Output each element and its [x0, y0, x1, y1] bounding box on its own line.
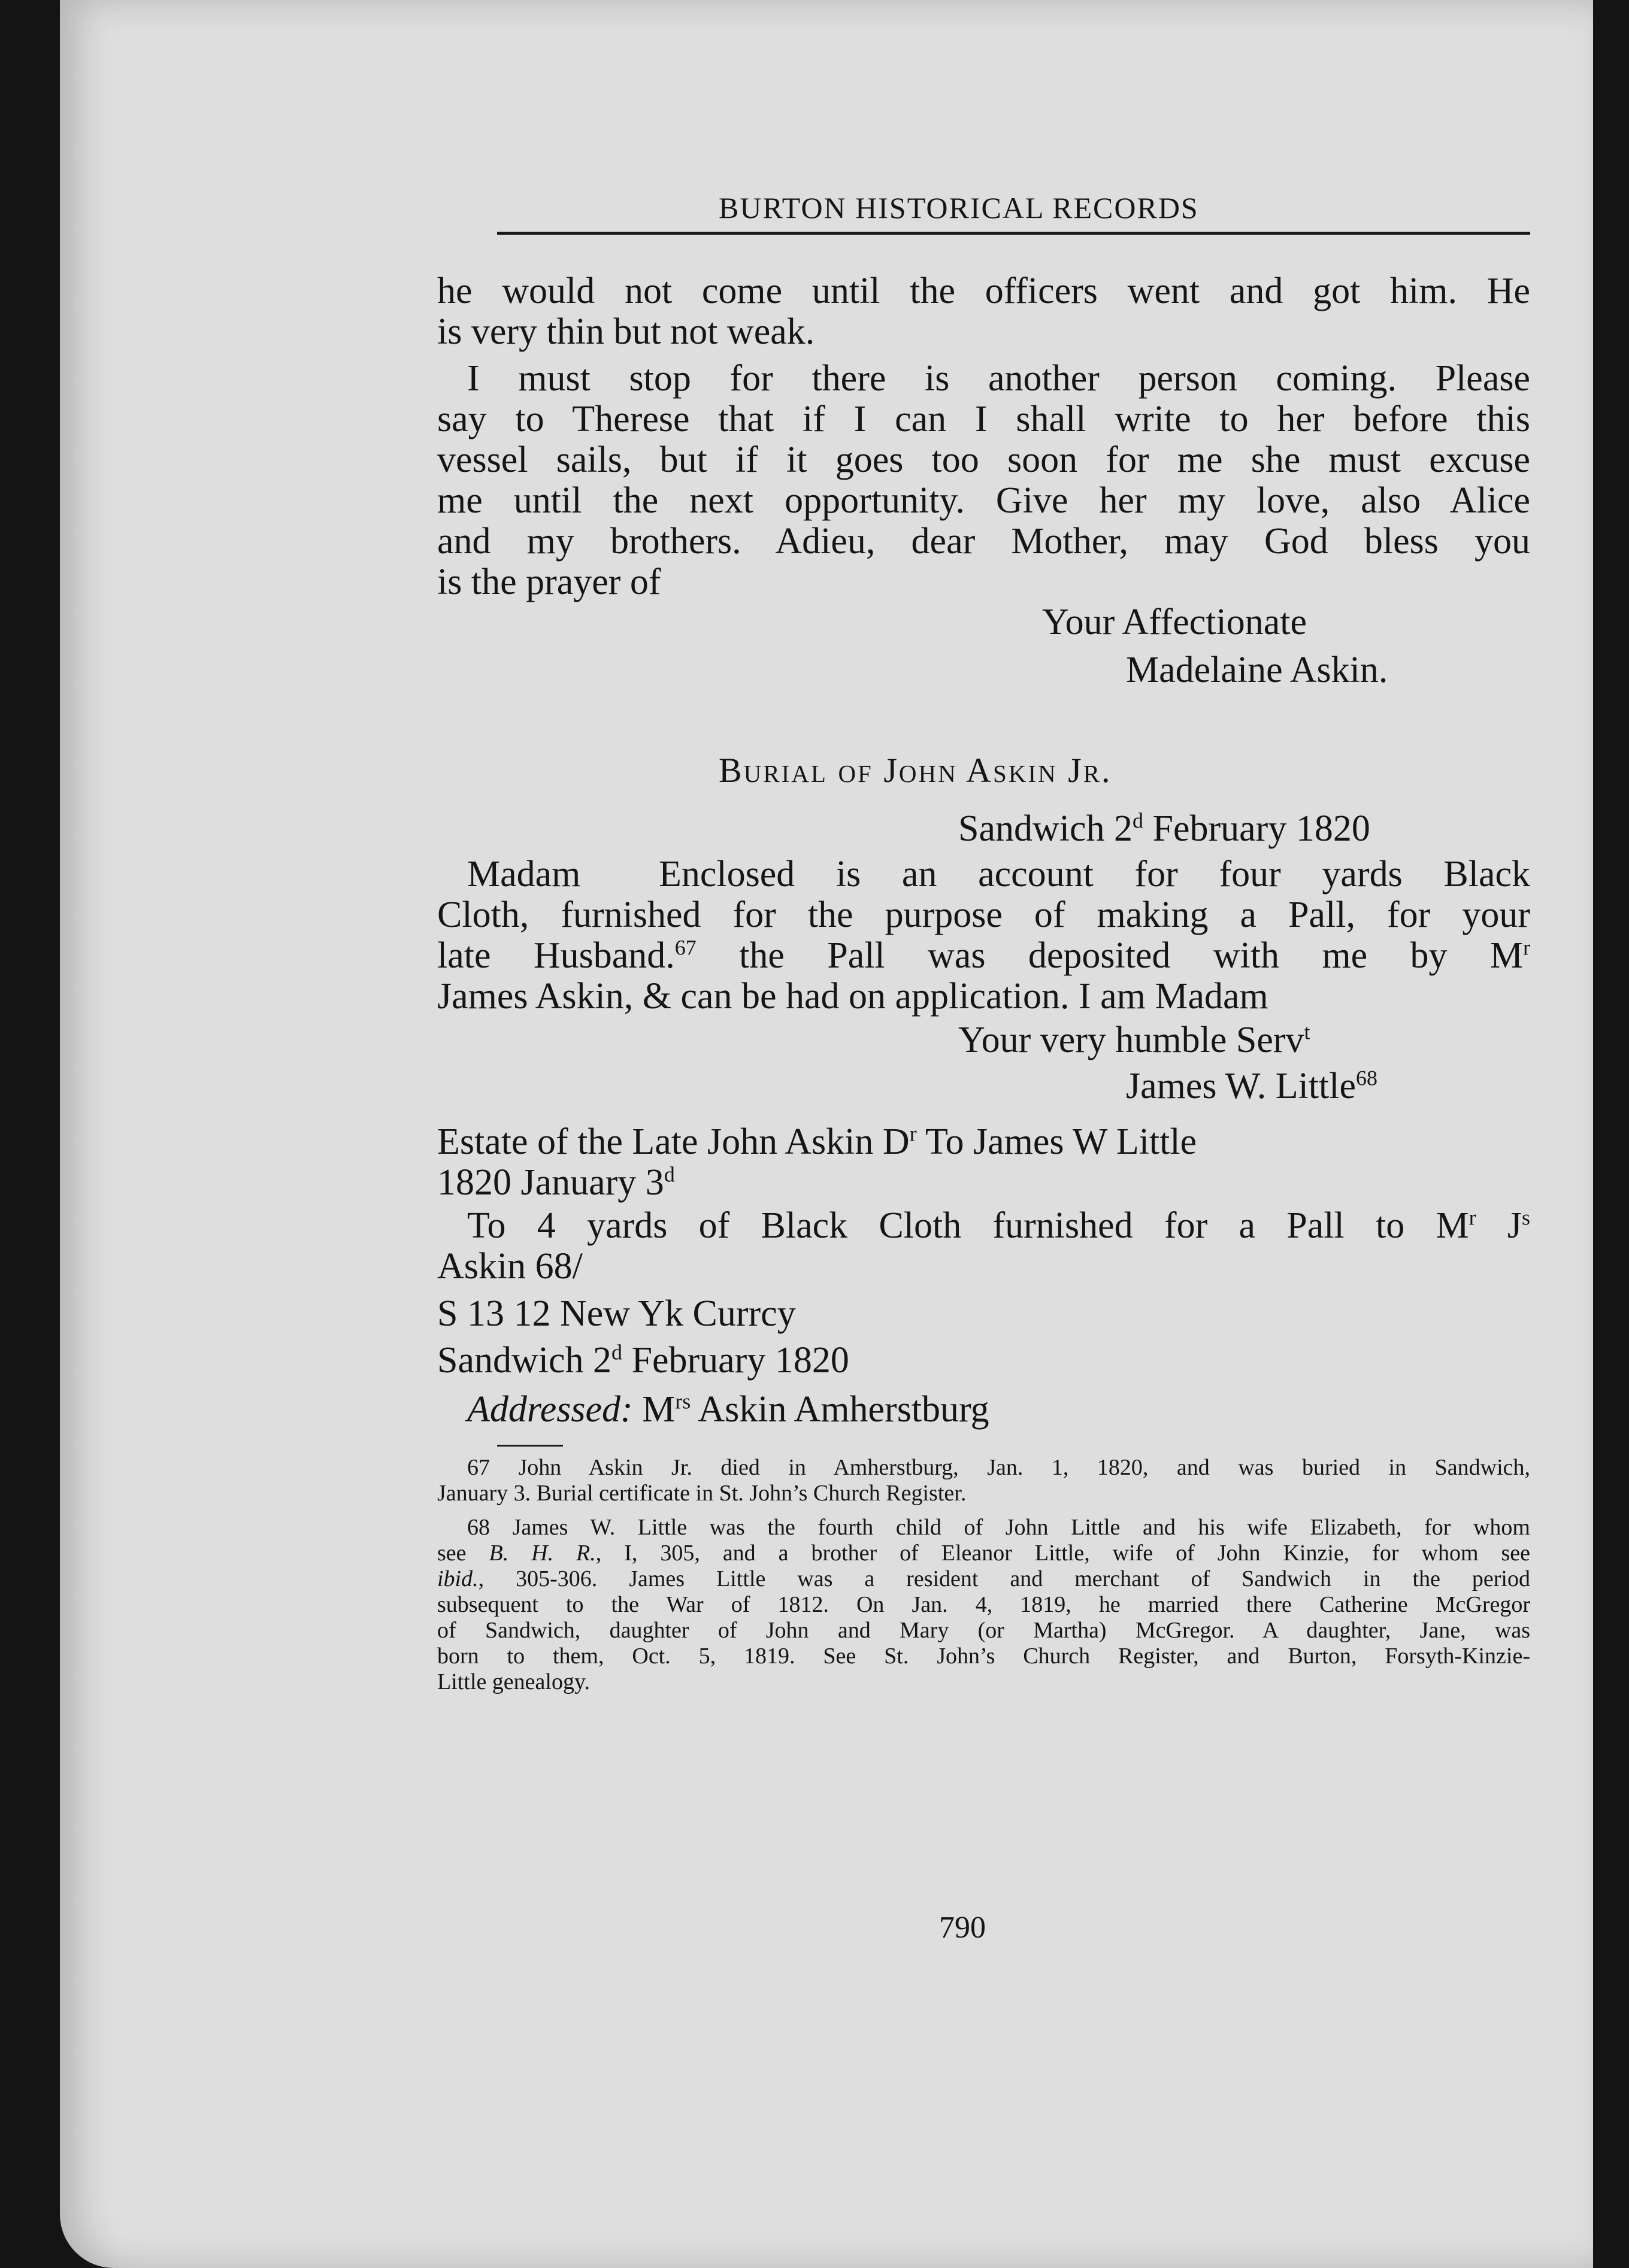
header-rule — [497, 232, 1530, 235]
letter1-line-8: is the prayer of — [437, 562, 661, 602]
letter1-line-4: say to Therese that if I can I shall write to her before this — [437, 399, 1530, 439]
footnote-68-line-1: 68 James W. Little was the fourth child of John Little and his wife Elizabeth, for whom — [467, 1515, 1530, 1540]
footnote-68-line-5: of Sandwich, daughter of John and Mary (or Martha) McGregor. A daughter, Jane, was — [437, 1618, 1530, 1643]
letter2-line-1: Enclosed is an account for four yards Black — [659, 854, 1530, 895]
letter2-dateline: Sandwich 2$^d$ February 1820 — [958, 808, 1370, 849]
account-line-4: Askin 68/ — [437, 1246, 583, 1287]
letter1-line-7: and my brothers. Adieu, dear Mother, may God bless you — [437, 521, 1530, 562]
footnote-68-line-7: Little genealogy. — [437, 1669, 590, 1694]
footnote-68-line-2: see B. H. R., I, 305, and a brother of Eleanor Little, wife of John Kinzie, for whom see — [437, 1541, 1530, 1566]
section-title: Burial of John Askin Jr. — [719, 751, 1112, 790]
footnote-67-line-2: January 3. Burial certificate in St. John’s Church Register. — [437, 1481, 967, 1506]
letter2-signature: James W. Little$^{68}$ — [1126, 1066, 1377, 1106]
account-line-1: Estate of the Late John Askin $D^r$ To James W Little — [437, 1121, 1197, 1162]
footnote-rule — [497, 1445, 563, 1447]
letter2-line-2: Cloth, furnished for the purpose of making a Pall, for your — [437, 895, 1530, 935]
footnote-68-line-3: ibid., 305-306. James Little was a resident and merchant of Sandwich in the period — [437, 1566, 1530, 1591]
footnote-ref-68: 68 — [1356, 1066, 1377, 1090]
letter1-line-5: vessel sails, but if it goes too soon for me she must excuse — [437, 439, 1530, 480]
account-address: Addressed: $M^{rs}$ Askin Amherstburg — [467, 1389, 989, 1430]
footnote-68-line-4: subsequent to the War of 1812. On Jan. 4, 1819, he married there Catherine McGregor — [437, 1592, 1530, 1617]
running-head: BURTON HISTORICAL RECORDS — [719, 191, 1199, 225]
letter1-closing: Your Affectionate — [1042, 602, 1307, 642]
letter2-line-4: James Askin, & can be had on application. I am Madam — [437, 976, 1268, 1017]
letter1-signature: Madelaine Askin. — [1126, 650, 1388, 690]
footnote-ref-67: 67 — [674, 935, 697, 960]
page-number: 790 — [939, 1911, 986, 1945]
letter1-line-2: is very thin but not weak. — [437, 311, 815, 352]
account-line-6: Sandwich 2$^d$ February 1820 — [437, 1340, 849, 1381]
account-line-5: S 13 12 New Yk Currcy — [437, 1293, 796, 1334]
letter1-line-1: he would not come until the officers went and got him. He — [437, 271, 1530, 311]
letter1-line-3: I must stop for there is another person coming. Please — [467, 358, 1530, 399]
footnote-68-line-6: born to them, Oct. 5, 1819. See St. John’s Church Register, and Burton, Forsyth-Kinzie- — [437, 1644, 1530, 1669]
letter2-line-3: late Husband.$^{67}$ the Pall was deposited with me by $M^r$ — [437, 935, 1530, 976]
footnote-67-line-1: 67 John Askin Jr. died in Amherstburg, Jan. 1, 1820, and was buried in Sandwich, — [467, 1455, 1530, 1480]
letter2-closing: Your very humble Serv$^t$ — [958, 1020, 1310, 1060]
account-line-2: 1820 January 3$^d$ — [437, 1162, 675, 1203]
account-line-3: To 4 yards of Black Cloth furnished for a Pall to $M^r$ $J^s$ — [467, 1205, 1530, 1246]
letter1-line-6: me until the next opportunity. Give her my love, also Alice — [437, 480, 1530, 521]
book-page — [60, 0, 1593, 2268]
letter2-salutation: Madam — [467, 854, 581, 895]
